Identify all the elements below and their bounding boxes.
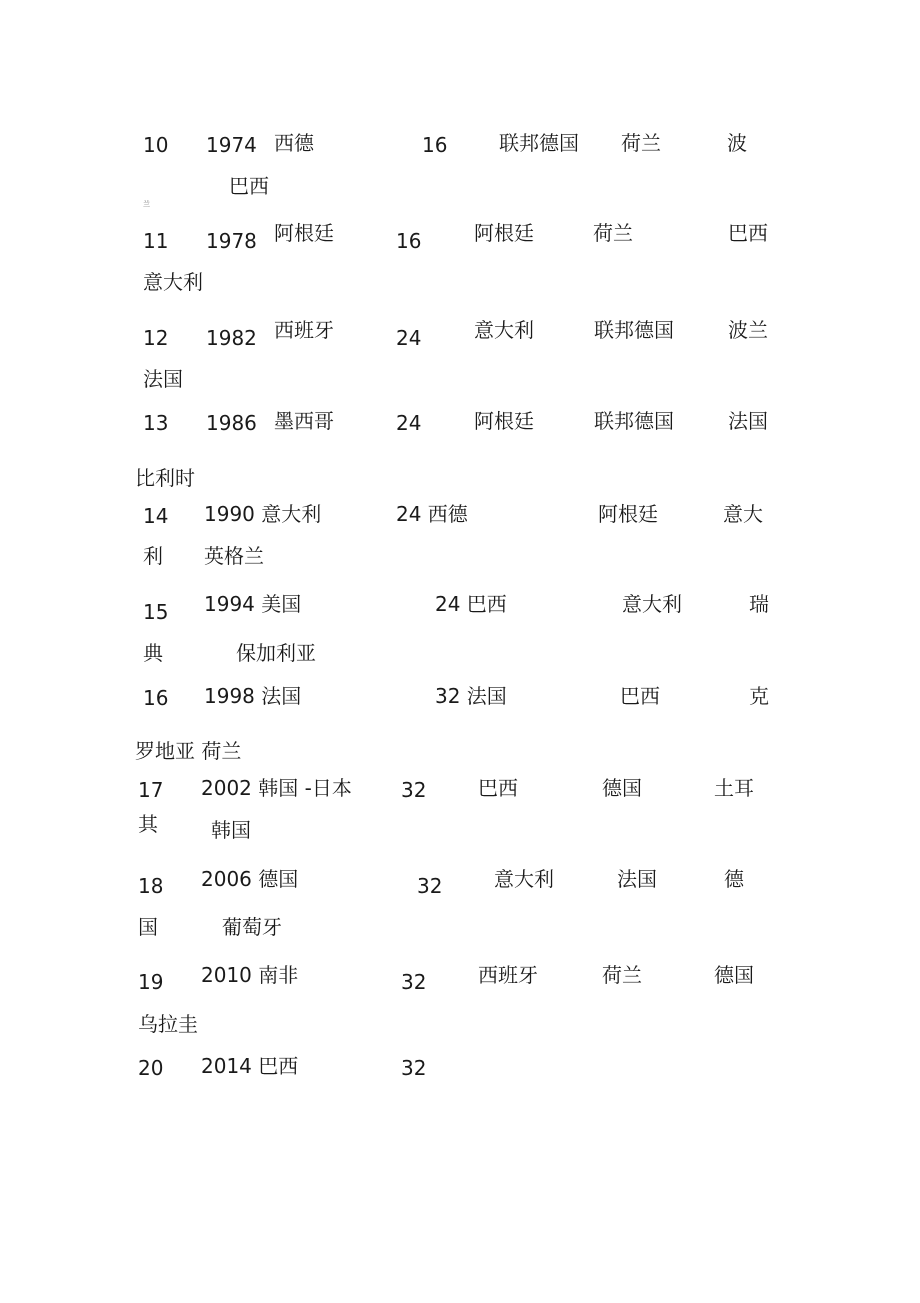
row-12-host: 西班牙 [274, 318, 334, 342]
row-17-runner-up: 德国 [602, 776, 642, 800]
row-15-third-place: 瑞 [749, 592, 769, 616]
row-17-number: 17 [138, 778, 164, 802]
row-15-number: 15 [143, 600, 169, 624]
row-14-number: 14 [143, 504, 169, 528]
row-18-third-place: 德 [724, 867, 744, 891]
row-15-third-place-wrap: 典 [143, 641, 163, 665]
row-16-number: 16 [143, 686, 169, 710]
row-20-number: 20 [138, 1056, 164, 1080]
row-14-runner-up: 阿根廷 [598, 502, 658, 526]
row-16-third-place: 克 [749, 684, 769, 708]
row-18-runner-up: 法国 [617, 867, 657, 891]
row-12-third-place: 波兰 [728, 318, 768, 342]
row-16-year-host: 1998 法国 [204, 684, 302, 708]
row-14-fourth-place: 英格兰 [204, 544, 264, 568]
row-14-year-host: 1990 意大利 [204, 502, 322, 526]
row-10-host: 西德 [274, 131, 314, 155]
row-14-third-place-wrap: 利 [143, 544, 163, 568]
row-11-third-place: 巴西 [728, 221, 768, 245]
row-13-year: 1986 [206, 411, 257, 435]
row-12-year: 1982 [206, 326, 257, 350]
row-15-teams-champion: 24 巴西 [435, 592, 507, 616]
row-13-champion: 阿根廷 [474, 409, 534, 433]
row-12-fourth-place: 法国 [143, 367, 183, 391]
row-13-runner-up: 联邦德国 [594, 409, 674, 433]
row-18-third-place-wrap: 国 [138, 915, 158, 939]
row-11-number: 11 [143, 229, 169, 253]
row-11-runner-up: 荷兰 [593, 221, 633, 245]
row-10-teams: 16 [422, 133, 448, 157]
row-17-third-place: 土耳 [714, 776, 754, 800]
row-18-champion: 意大利 [494, 867, 554, 891]
row-11-champion: 阿根廷 [474, 221, 534, 245]
row-14-teams-champion: 24 西德 [396, 502, 468, 526]
row-17-champion: 巴西 [478, 776, 518, 800]
row-16-third-fourth-wrap: 罗地亚 荷兰 [135, 739, 242, 763]
row-13-fourth-place: 比利时 [135, 466, 195, 490]
row-19-year-host: 2010 南非 [201, 963, 299, 987]
row-10-fourth-place: 巴西 [229, 174, 269, 198]
row-11-year: 1978 [206, 229, 257, 253]
row-15-year-host: 1994 美国 [204, 592, 302, 616]
row-16-runner-up: 巴西 [620, 684, 660, 708]
row-18-teams: 32 [417, 874, 443, 898]
row-11-fourth-place: 意大利 [143, 270, 203, 294]
row-16-teams-champion: 32 法国 [435, 684, 507, 708]
row-18-fourth-place: 葡萄牙 [222, 915, 282, 939]
row-15-fourth-place: 保加利亚 [236, 641, 316, 665]
row-10-runner-up: 荷兰 [621, 131, 661, 155]
row-14-third-place: 意大 [723, 502, 763, 526]
row-18-number: 18 [138, 874, 164, 898]
row-10-year: 1974 [206, 133, 257, 157]
row-13-teams: 24 [396, 411, 422, 435]
row-12-teams: 24 [396, 326, 422, 350]
row-11-teams: 16 [396, 229, 422, 253]
row-10-third-place-wrap: 兰 [143, 200, 150, 208]
row-13-host: 墨西哥 [274, 409, 334, 433]
row-19-third-place: 德国 [714, 963, 754, 987]
row-17-third-place-wrap: 其 [138, 812, 158, 836]
row-12-champion: 意大利 [474, 318, 534, 342]
row-19-runner-up: 荷兰 [602, 963, 642, 987]
row-17-teams: 32 [401, 778, 427, 802]
row-15-runner-up: 意大利 [622, 592, 682, 616]
row-13-number: 13 [143, 411, 169, 435]
row-19-teams: 32 [401, 970, 427, 994]
row-19-number: 19 [138, 970, 164, 994]
row-19-fourth-place: 乌拉圭 [138, 1012, 198, 1036]
row-10-champion: 联邦德国 [499, 131, 579, 155]
row-10-third-place: 波 [727, 131, 747, 155]
row-11-host: 阿根廷 [274, 221, 334, 245]
row-13-third-place: 法国 [728, 409, 768, 433]
row-10-number: 10 [143, 133, 169, 157]
row-19-champion: 西班牙 [478, 963, 538, 987]
row-20-teams: 32 [401, 1056, 427, 1080]
row-17-fourth-place: 韩国 [211, 818, 251, 842]
row-20-year-host: 2014 巴西 [201, 1054, 299, 1078]
row-12-runner-up: 联邦德国 [594, 318, 674, 342]
row-18-year-host: 2006 德国 [201, 867, 299, 891]
row-17-year-host: 2002 韩国 -日本 [201, 776, 352, 800]
row-12-number: 12 [143, 326, 169, 350]
